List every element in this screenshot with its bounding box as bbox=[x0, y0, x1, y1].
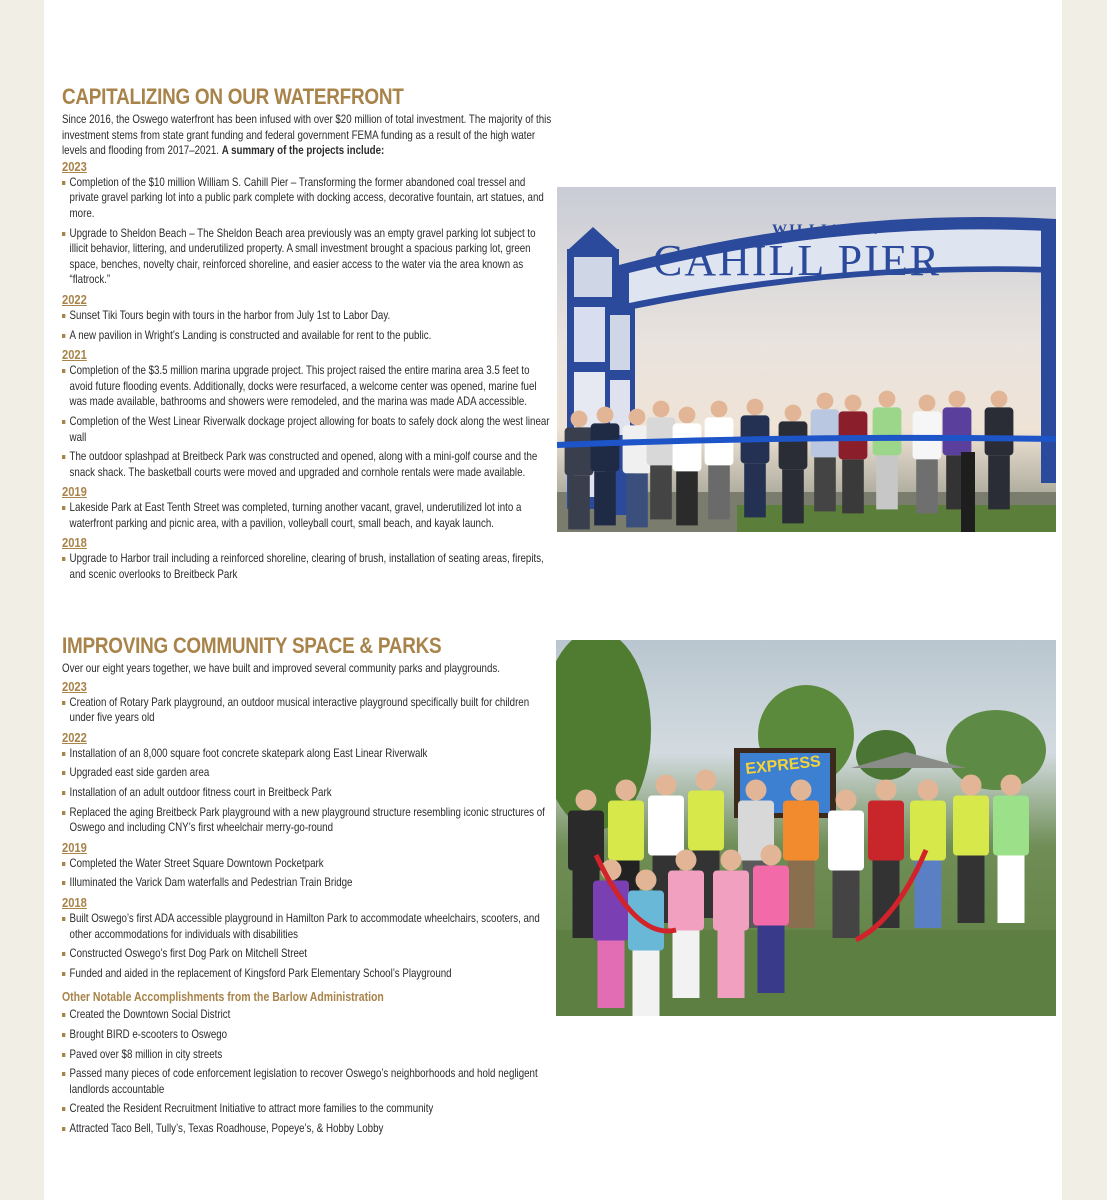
list-item: Created the Resident Recruitment Initiative to attract more families to the community bbox=[62, 1101, 552, 1117]
person-body bbox=[753, 866, 789, 926]
list-item: The outdoor splashpad at Breitbeck Park was constructed and opened, along with a mini-golf course and the snack shack. The basketball courts were moved and upgraded and cornhole rentals were made available. bbox=[62, 449, 552, 480]
person-legs bbox=[833, 871, 860, 939]
list-item: Illuminated the Varick Dam waterfalls and Pedestrian Train Bridge bbox=[62, 875, 552, 891]
person-body bbox=[943, 407, 972, 455]
person-body bbox=[688, 791, 724, 851]
person-head bbox=[1001, 775, 1022, 796]
list-item: Paved over $8 million in city streets bbox=[62, 1047, 552, 1063]
list-item: Lakeside Park at East Tenth Street was completed, turning another vacant, gravel, underutilized lot into a waterfront parking and picnic area, with a pavilion, volleyball court, small beach, and kayak launch. bbox=[62, 500, 552, 531]
person-body bbox=[828, 811, 864, 871]
year-heading: 2019 bbox=[62, 839, 87, 855]
person-head bbox=[949, 391, 966, 408]
project-list bbox=[62, 363, 552, 480]
project-list bbox=[62, 551, 552, 582]
list-item: Passed many pieces of code enforcement legislation to recover Oswego’s neighborhoods and hold negligent landlords accountable bbox=[62, 1066, 552, 1097]
year-heading: 2018 bbox=[62, 894, 87, 910]
person-body bbox=[593, 881, 629, 941]
person-legs bbox=[744, 463, 766, 517]
project-list bbox=[62, 175, 552, 288]
list-item: Installation of an adult outdoor fitness court in Breitbeck Park bbox=[62, 785, 552, 801]
person-body bbox=[811, 409, 840, 457]
list-item: Completed the Water Street Square Downtown Pocketpark bbox=[62, 856, 552, 872]
person-legs bbox=[650, 465, 672, 519]
person-head bbox=[576, 790, 597, 811]
person-body bbox=[608, 801, 644, 861]
year-heading: 2019 bbox=[62, 484, 87, 500]
playground-illustration bbox=[556, 640, 1056, 1016]
person-head bbox=[746, 780, 767, 801]
year-heading: 2018 bbox=[62, 535, 87, 551]
section-community-parks bbox=[62, 633, 552, 1140]
person-head bbox=[679, 407, 696, 424]
year-heading: 2023 bbox=[62, 158, 87, 174]
year-heading: 2022 bbox=[62, 291, 87, 307]
list-item: Completion of the $10 million William S. Cahill Pier – Transforming the former abandoned coal tressel and private gravel parking lot into a public park complete with docking access, decorative fountain, art statues, and more. bbox=[62, 175, 552, 222]
person-head bbox=[761, 845, 782, 866]
person-body bbox=[565, 427, 594, 475]
list-item: Created the Downtown Social District bbox=[62, 1007, 552, 1023]
person-body bbox=[873, 407, 902, 455]
person-body bbox=[993, 796, 1029, 856]
list-item: Completion of the West Linear Riverwalk dockage project allowing for boats to safely dock along the west linear wall bbox=[62, 414, 552, 445]
section-heading-waterfront: CAPITALIZING ON OUR WATERFRONT bbox=[62, 84, 404, 109]
person-body bbox=[783, 801, 819, 861]
person-legs bbox=[594, 471, 616, 525]
person-body bbox=[673, 423, 702, 471]
person-body bbox=[591, 423, 620, 471]
person-legs bbox=[708, 465, 730, 519]
person-legs bbox=[998, 856, 1025, 924]
person-head bbox=[817, 393, 834, 410]
project-list bbox=[62, 308, 552, 343]
person-head bbox=[653, 401, 670, 418]
list-item: Replaced the aging Breitbeck Park playground with a new playground structure resembling iconic structures of Oswego and including CNY’s first wheelchair merry-go-round bbox=[62, 805, 552, 836]
section-waterfront bbox=[62, 84, 552, 587]
list-item: Built Oswego’s first ADA accessible playground in Hamilton Park to accommodate wheelchairs, scooters, and other accommodations for individuals with disabilities bbox=[62, 911, 552, 942]
section-intro: Over our eight years together, we have built and improved several community parks and playgrounds. bbox=[62, 662, 500, 675]
year-heading: 2021 bbox=[62, 347, 87, 363]
person-body bbox=[953, 796, 989, 856]
person-legs bbox=[568, 475, 590, 529]
person-head bbox=[656, 775, 677, 796]
person-body bbox=[648, 796, 684, 856]
list-item: Upgrade to Sheldon Beach – The Sheldon Beach area previously was an empty gravel parking lot subject to illicit behavior, littering, and underutilized property. A small investment brought a spacious parking lot, green space, benches, novelty chair, reinforced shoreline, and easier access to the water via the area known as “flatrock.” bbox=[62, 226, 552, 288]
list-item: Completion of the $3.5 million marina upgrade project. This project raised the entire marina area 3.5 feet to avoid future flooding events. Additionally, docks were resurfaced, a welcome center was opened, marine fuel was made available, bathrooms and showers were remodeled, and the marina was made ADA accessible. bbox=[62, 363, 552, 410]
person-body bbox=[628, 891, 664, 951]
cahill-pier-illustration bbox=[557, 187, 1056, 532]
person-legs bbox=[782, 469, 804, 523]
playground-ribbon-cutting-photo bbox=[556, 640, 1056, 1016]
list-item: Attracted Taco Bell, Tully’s, Texas Roadhouse, Popeye’s, & Hobby Lobby bbox=[62, 1121, 552, 1137]
playground-sign-text: EXPRESS bbox=[744, 753, 822, 778]
person-legs bbox=[958, 856, 985, 924]
person-legs bbox=[718, 931, 745, 999]
person-head bbox=[791, 780, 812, 801]
person-head bbox=[696, 770, 717, 791]
person-head bbox=[721, 850, 742, 871]
list-item: Constructed Oswego’s first Dog Park on Mitchell Street bbox=[62, 946, 552, 962]
person-head bbox=[597, 407, 614, 424]
list-item: Funded and aided in the replacement of Kingsford Park Elementary School’s Playground bbox=[62, 966, 552, 982]
sign-small-text: WILLIAM S. bbox=[772, 222, 880, 238]
person-head bbox=[571, 411, 588, 428]
list-item: Upgrade to Harbor trail including a reinforced shoreline, clearing of brush, installation of seating areas, firepits, and scenic overlooks to Breitbeck Park bbox=[62, 551, 552, 582]
person-legs bbox=[788, 861, 815, 929]
project-list bbox=[62, 500, 552, 531]
person-head bbox=[991, 391, 1008, 408]
sign-large-text: CAHILL PIER bbox=[653, 236, 942, 285]
person-legs bbox=[626, 473, 648, 527]
year-heading: 2022 bbox=[62, 729, 87, 745]
person-head bbox=[961, 775, 982, 796]
person-legs bbox=[916, 459, 938, 513]
cahill-pier-ribbon-cutting-photo bbox=[557, 187, 1056, 532]
person-legs bbox=[758, 926, 785, 994]
person-body bbox=[713, 871, 749, 931]
project-list bbox=[62, 856, 552, 891]
person-head bbox=[918, 780, 939, 801]
list-item: Creation of Rotary Park playground, an outdoor musical interactive playground specifically built for children under five years old bbox=[62, 695, 552, 726]
person-head bbox=[876, 780, 897, 801]
person-head bbox=[676, 850, 697, 871]
person-legs bbox=[814, 457, 836, 511]
person-head bbox=[785, 405, 802, 422]
list-item: Installation of an 8,000 square foot concrete skatepark along East Linear Riverwalk bbox=[62, 746, 552, 762]
person-head bbox=[616, 780, 637, 801]
person-legs bbox=[673, 931, 700, 999]
person-head bbox=[919, 395, 936, 412]
list-item: Brought BIRD e-scooters to Oswego bbox=[62, 1027, 552, 1043]
section-intro: Since 2016, the Oswego waterfront has been infused with over $20 million of total investment. The majority of this investment stems from state grant funding and federal government FEMA funding as a result of the high water levels and flooding from 2017–2021. A summary of the projects include: bbox=[62, 113, 552, 158]
person-legs bbox=[676, 471, 698, 525]
person-body bbox=[868, 801, 904, 861]
person-head bbox=[845, 395, 862, 412]
person-legs bbox=[988, 455, 1010, 509]
person-head bbox=[629, 409, 646, 426]
section-heading-parks: IMPROVING COMMUNITY SPACE & PARKS bbox=[62, 633, 442, 658]
list-item: Sunset Tiki Tours begin with tours in the harbor from July 1st to Labor Day. bbox=[62, 308, 552, 324]
person-head bbox=[879, 391, 896, 408]
project-list bbox=[62, 695, 552, 726]
list-item: Upgraded east side garden area bbox=[62, 765, 552, 781]
person-legs bbox=[876, 455, 898, 509]
person-head bbox=[711, 401, 728, 418]
person-head bbox=[747, 399, 764, 416]
person-legs bbox=[633, 951, 660, 1017]
person-legs bbox=[842, 459, 864, 513]
person-head bbox=[636, 870, 657, 891]
project-list bbox=[62, 911, 552, 981]
project-list bbox=[62, 746, 552, 836]
person-legs bbox=[598, 941, 625, 1009]
brochure-page bbox=[44, 0, 1062, 1200]
person-body bbox=[779, 421, 808, 469]
year-heading: 2023 bbox=[62, 678, 87, 694]
person-head bbox=[836, 790, 857, 811]
list-item: A new pavilion in Wright’s Landing is constructed and available for rent to the public. bbox=[62, 328, 552, 344]
person-body bbox=[985, 407, 1014, 455]
person-body bbox=[668, 871, 704, 931]
other-accomplishments-heading: Other Notable Accomplishments from the Barlow Administration bbox=[62, 990, 384, 1005]
